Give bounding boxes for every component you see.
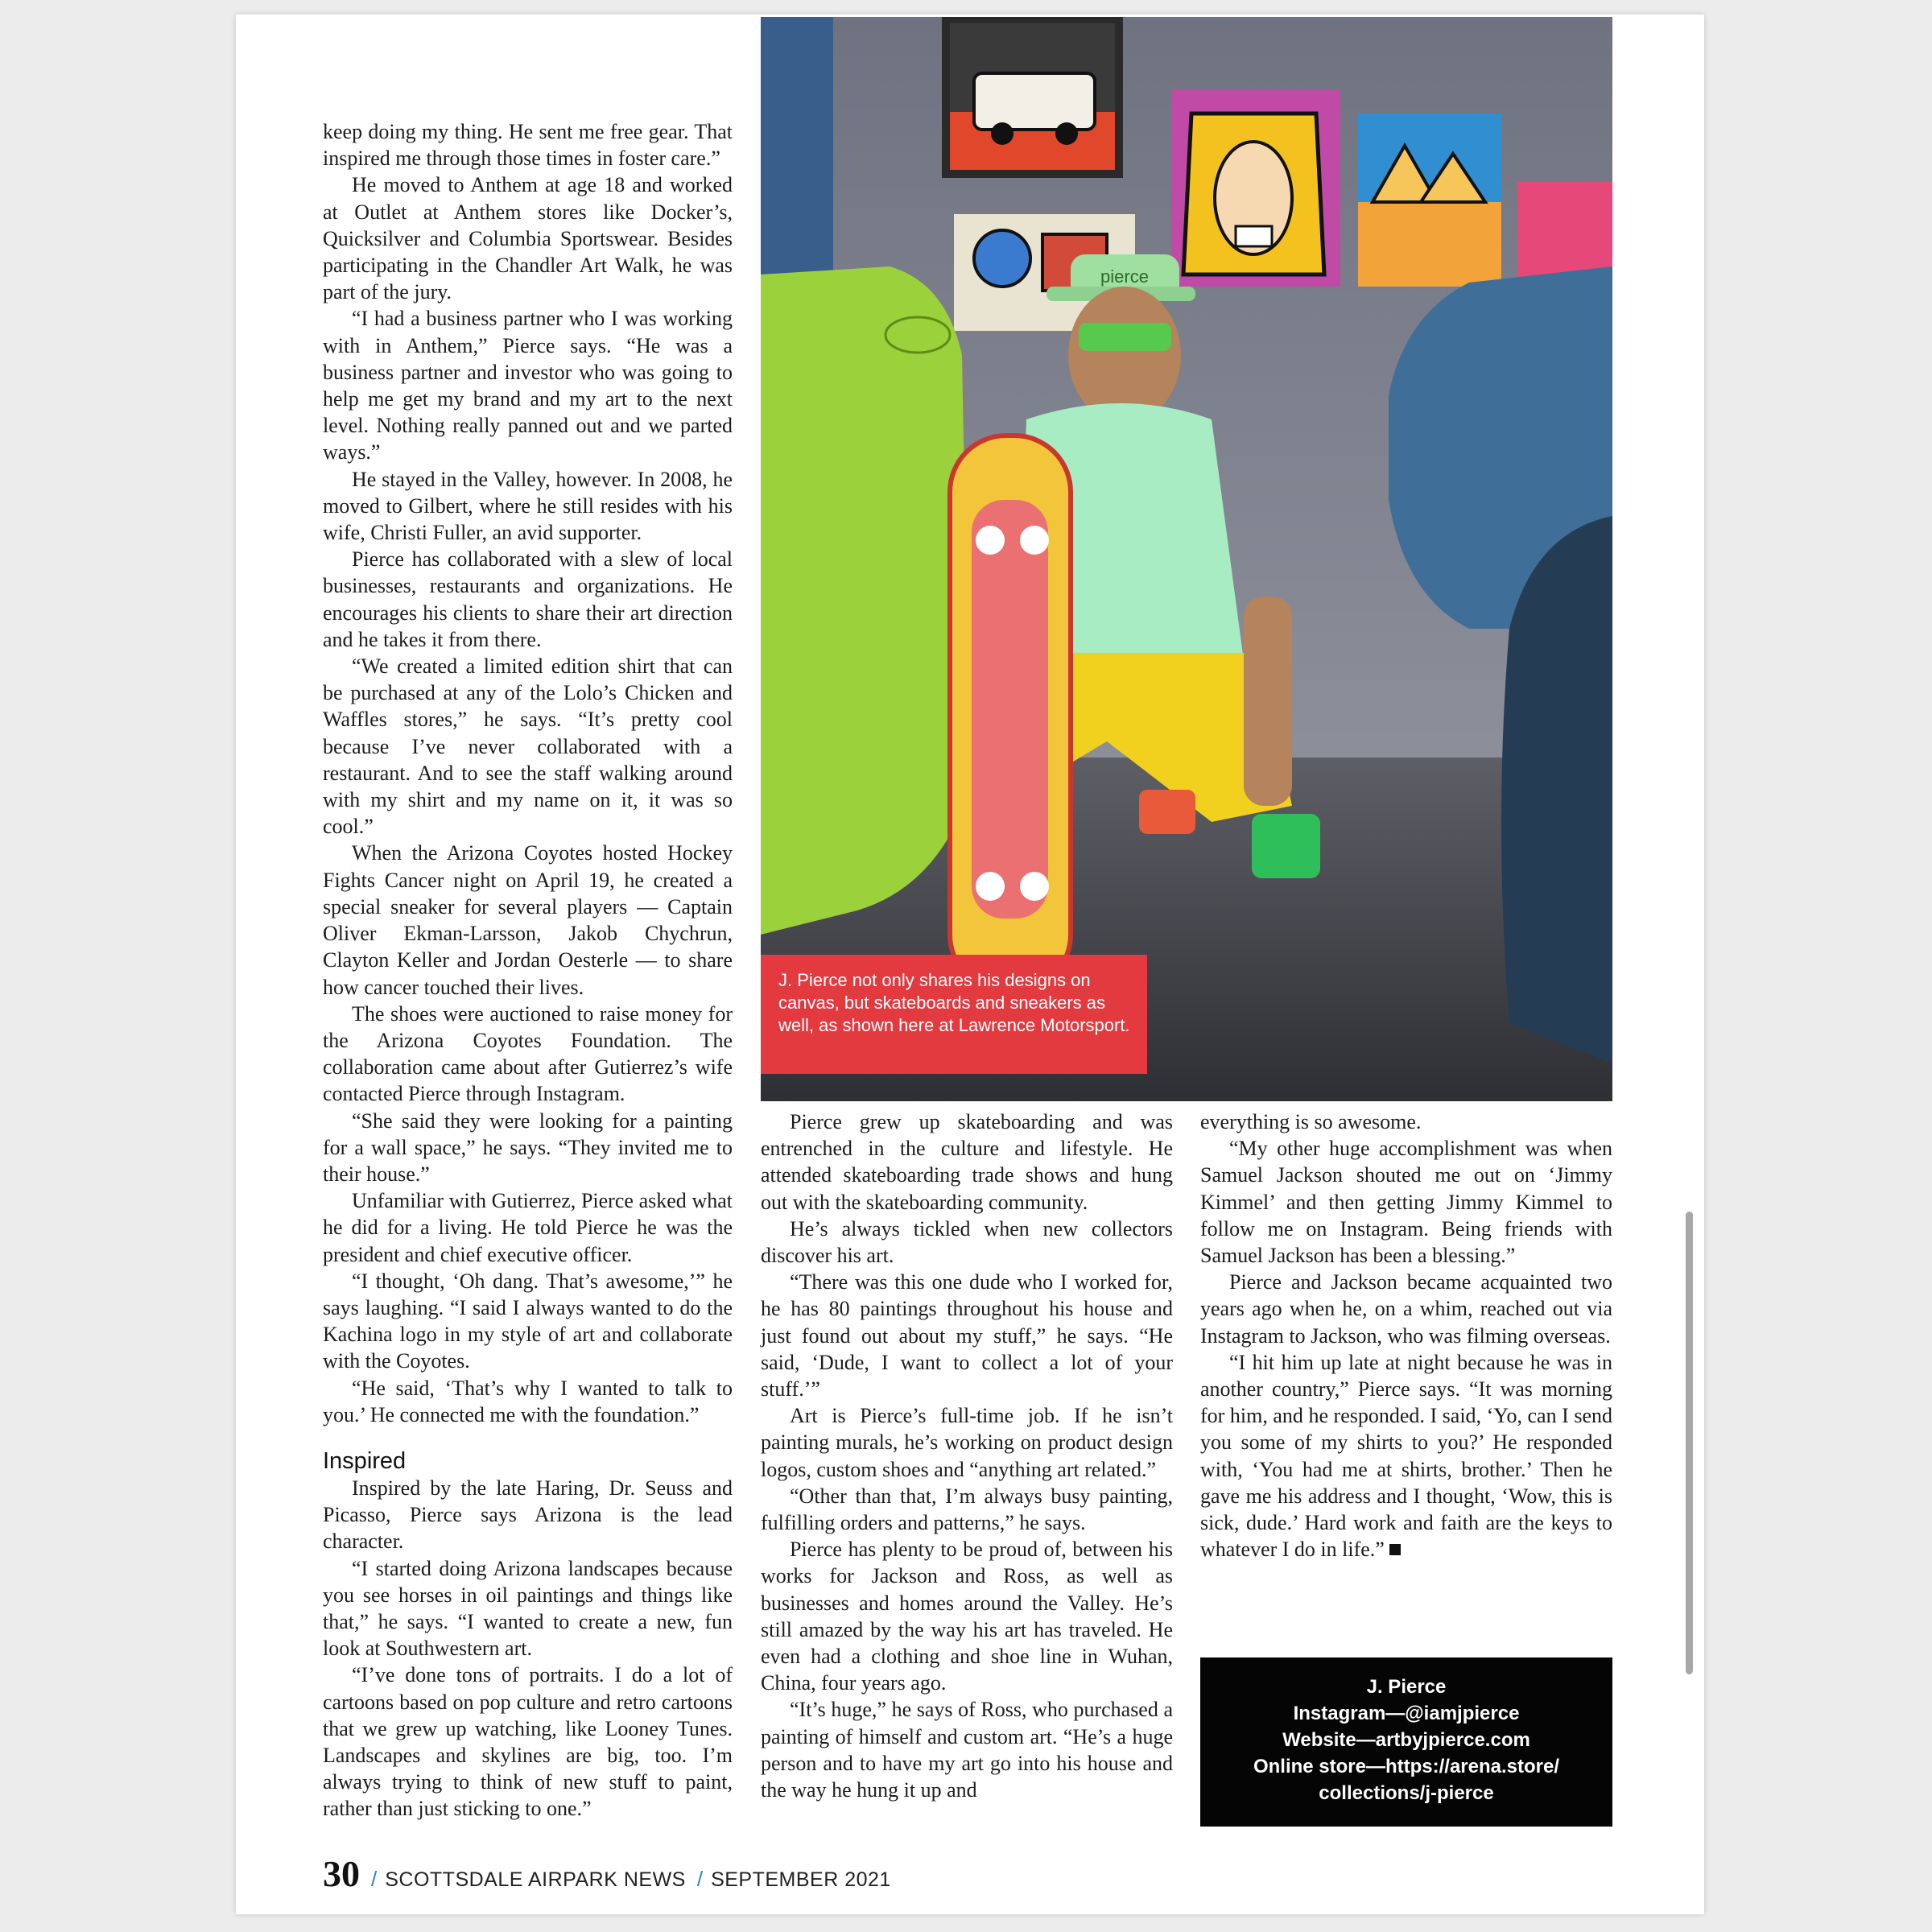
cap-logo-text: pierce bbox=[1100, 266, 1149, 287]
painting-camper bbox=[942, 17, 1123, 178]
photo-illustration bbox=[761, 17, 1612, 1101]
photo-caption: J. Pierce not only shares his designs on canvas, but skateboards and sneakers as well, as shown here at Lawrence Motorsport. bbox=[761, 955, 1147, 1074]
paragraph: “I started doing Arizona landscapes because you see horses in oil paintings and things like that,” he says. “I wanted to create a new, fun look at Southwestern art. bbox=[323, 1556, 733, 1661]
paragraph: Pierce has collaborated with a slew of local businesses, restaurants and organizations. He encourages his clients to share their art direction and he takes it from there. bbox=[323, 547, 733, 651]
publication-name: SCOTTSDALE AIRPARK NEWS bbox=[385, 1868, 686, 1891]
paragraph: Pierce grew up skateboarding and was entrenched in the culture and lifestyle. He attended skateboarding trade shows and hung out with the skateboarding community. bbox=[761, 1110, 1173, 1214]
page-number: 30 bbox=[323, 1853, 360, 1894]
paragraph: Art is Pierce’s full-time job. If he isn’t painting murals, he’s working on product design logos, custom shoes and “anything art related.” bbox=[761, 1404, 1173, 1481]
paragraph-text: “I hit him up late at night because he was in another country,” Pierce says. “It was morning for him, and he responded. I said, ‘Yo, can I send you some of my shirts to you?’ He responded with, ‘You had me at shirts, brother.’ Then he gave me his address and I thought, ‘Wow, this is sick, dude.’ Hard work and faith are the keys to whatever I do in life.” bbox=[1200, 1350, 1612, 1562]
issue-date: SEPTEMBER 2021 bbox=[711, 1868, 891, 1891]
info-name: J. Pierce bbox=[1366, 1676, 1447, 1698]
paragraph: “He said, ‘That’s why I wanted to talk to you.’ He connected me with the foundation.” bbox=[323, 1376, 733, 1426]
magazine-page bbox=[236, 14, 1704, 1914]
article-column-1 bbox=[323, 118, 733, 1823]
article-column-2 bbox=[761, 1108, 1173, 1803]
info-website: Website—artbyjpierce.com bbox=[1282, 1729, 1530, 1751]
paragraph: He’s always tickled when new collectors discover his art. bbox=[761, 1216, 1173, 1268]
info-store-line-1: Online store—https://arena.store/ bbox=[1253, 1756, 1560, 1777]
paragraph: Pierce has plenty to be proud of, between his works for Jackson and Ross, as well as businesses and homes around the Valley. He’s still amazed by the way his art has traveled. He even had a clothing and shoe line in Wuhan, China, four years ago. bbox=[761, 1538, 1173, 1695]
end-mark-icon bbox=[1389, 1544, 1401, 1555]
vertical-scrollbar[interactable] bbox=[1686, 1212, 1693, 1674]
paragraph: Inspired by the late Haring, Dr. Seuss and Picasso, Pierce says Arizona is the lead character. bbox=[323, 1476, 733, 1554]
paragraph bbox=[1200, 1349, 1612, 1563]
article-column-3 bbox=[1200, 1108, 1612, 1563]
skateboard bbox=[950, 436, 1071, 991]
paragraph: The shoes were auctioned to raise money for the Arizona Coyotes Foundation. The collaboration came about after Gutierrez’s wife contacted Pierce through Instagram. bbox=[323, 1001, 733, 1106]
paragraph: “Other than that, I’m always busy painting, fulfilling orders and patterns,” he says. bbox=[761, 1484, 1173, 1535]
section-subhead: Inspired bbox=[323, 1447, 407, 1474]
footer-separator: / bbox=[696, 1867, 704, 1891]
artist-info-box bbox=[1200, 1657, 1612, 1827]
painting-pyramids bbox=[1358, 114, 1501, 287]
info-instagram: Instagram—@iamjpierce bbox=[1293, 1703, 1520, 1724]
article-photo bbox=[761, 17, 1612, 1101]
paragraph: When the Arizona Coyotes hosted Hockey Fights Cancer night on April 19, he created a special sneaker for several players — Captain Oliver Ekman-Larsson, Jakob Chychrun, Clayton Keller and Jordan Oesterle — to share how cancer touched their lives. bbox=[323, 841, 733, 999]
paragraph: “She said they were looking for a painting for a wall space,” he says. “They invited me to their house.” bbox=[323, 1108, 733, 1186]
info-store-line-2: collections/j-pierce bbox=[1319, 1782, 1494, 1804]
paragraph: He stayed in the Valley, however. In 2008, he moved to Gilbert, where he still resides with his wife, Christi Fuller, an avid supporter. bbox=[323, 467, 733, 545]
paragraph: “My other huge accomplishment was when Samuel Jackson shouted me out on ‘Jimmy Kimmel’ and then getting Jimmy Kimmel to follow me on Instagram. Being friends with Samuel Jackson has been a blessing.” bbox=[1200, 1137, 1612, 1268]
page-footer bbox=[323, 1852, 891, 1893]
paragraph: everything is so awesome. bbox=[1200, 1110, 1422, 1133]
paragraph: Pierce and Jackson became acquainted two years ago when he, on a whim, reached out via Instagram to Jackson, who was filming overseas. bbox=[1200, 1270, 1612, 1348]
paragraph: “I thought, ‘Oh dang. That’s awesome,’” he says laughing. “I said I always wanted to do the Kachina logo in my style of art and collaborate with the Coyotes. bbox=[323, 1269, 733, 1373]
paragraph: “I’ve done tons of portraits. I do a lot of cartoons based on pop culture and retro cartoons that we grew up watching, like Looney Tunes. Landscapes and skylines are big, too. I’m always trying to think of new stuff to paint, rather than just sticking to one.” bbox=[323, 1663, 733, 1821]
paragraph: keep doing my thing. He sent me free gear. That inspired me through those times in foster care.” bbox=[323, 120, 733, 171]
paragraph: “There was this one dude who I worked for, he has 80 paintings throughout his house and just found out about my stuff,” he says. “He said, ‘Dude, I want to collect a lot of your stuff.’” bbox=[761, 1270, 1173, 1402]
painting-pharaoh bbox=[1171, 89, 1340, 287]
footer-separator: / bbox=[371, 1867, 378, 1891]
paragraph: “It’s huge,” he says of Ross, who purchased a painting of himself and custom art. “He’s a huge person and to have my art go into his house and the way he hung it up and bbox=[761, 1698, 1173, 1802]
paragraph: Unfamiliar with Gutierrez, Pierce asked what he did for a living. He told Pierce he was the president and chief executive officer. bbox=[323, 1189, 733, 1266]
paragraph: “We created a limited edition shirt that can be purchased at any of the Lolo’s Chicken and Waffles stores,” he says. “It’s pretty cool because I’ve never collaborated with a restaurant. And to see the staff walking around with my shirt and my name on it, it was so cool.” bbox=[323, 654, 733, 839]
paragraph: He moved to Anthem at age 18 and worked at Outlet at Anthem stores like Docker’s, Quicksilver and Columbia Sportswear. Besides participating in the Chandler Art Walk, he was part of the jury. bbox=[323, 173, 733, 304]
paragraph: “I had a business partner who I was working with in Anthem,” Pierce says. “He was a business partner and investor who was going to help me get my brand and my art to the next level. Nothing really panned out and we parted ways.” bbox=[323, 307, 733, 464]
